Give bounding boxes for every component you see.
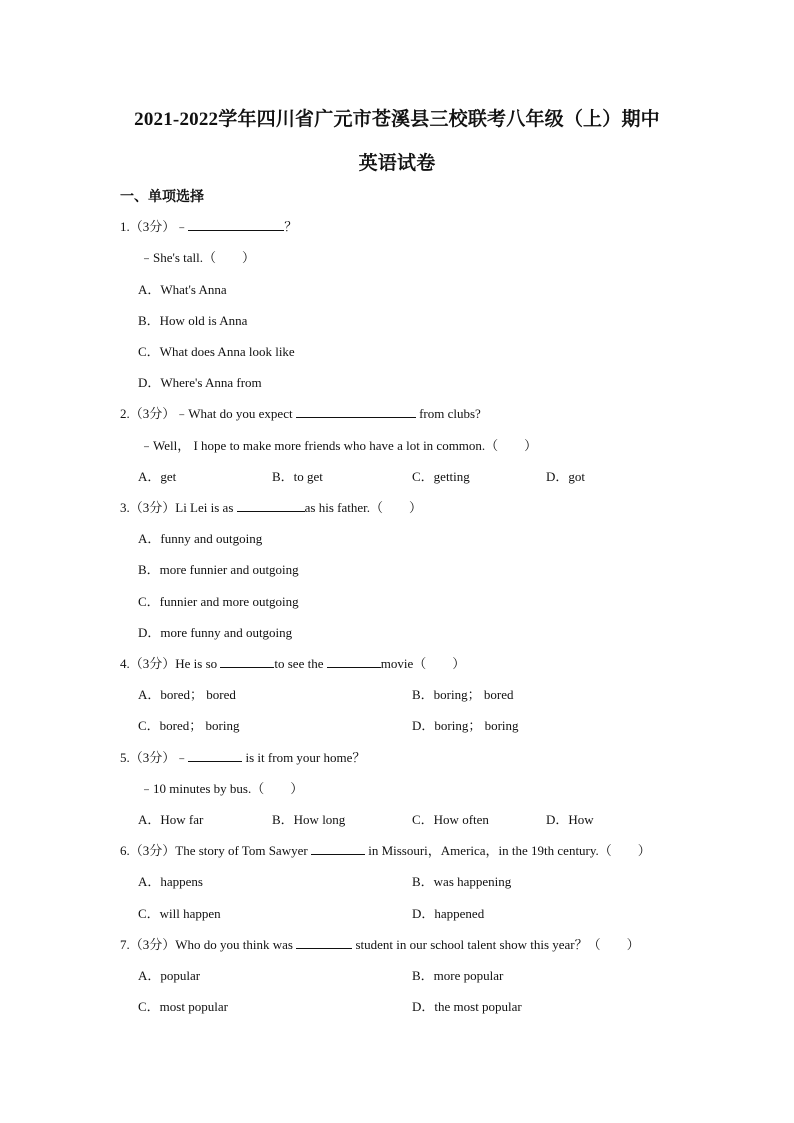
option-a: A．bored； bored [138,687,236,702]
option-d: D．happened [412,906,485,921]
option-b: B．boring； bored [412,687,514,702]
stem-text: as his father.（ ） [304,500,422,515]
option-a: A．What's Anna [138,282,227,297]
option-d: D．the most popular [412,999,522,1014]
option-c: C．What does Anna look like [138,344,295,359]
doc-title-line1: 2021-2022学年四川省广元市苍溪县三校联考八年级（上）期中 [134,109,660,130]
option-b: B．more popular [412,968,504,983]
question-2-stem [120,405,481,423]
question-1-stem [120,218,297,236]
option-c: C．funnier and more outgoing [138,594,299,609]
answer-blank [327,655,381,668]
doc-title-line2: 英语试卷 [358,153,436,174]
option-c: C．will happen [138,906,221,921]
option-d: D．Where's Anna from [138,375,262,390]
question-5-subline: ﹣10 minutes by bus.（ ） [140,781,304,796]
stem-text: ？ [284,219,298,234]
option-a: A．funny and outgoing [138,531,263,546]
stem-text: movie（ ） [380,656,466,671]
option-c: C．most popular [138,999,228,1014]
option-a: A．How far [138,812,204,827]
option-b: B．How old is Anna [138,313,248,328]
option-b: B．more funnier and outgoing [138,562,299,577]
option-d: D．boring； boring [412,718,519,733]
option-a: A．happens [138,874,203,889]
option-c: C．getting [412,469,470,484]
option-d: D．How [546,812,594,827]
answer-blank [296,936,352,949]
question-1-subline: ﹣She's tall.（ ） [140,250,256,265]
stem-text: 1.（3分）﹣ [120,219,189,234]
answer-blank [296,405,416,418]
stem-text: to see the [274,656,324,671]
answer-blank [188,749,242,762]
stem-text: 4.（3分）He is so [120,656,218,671]
option-a: A．popular [138,968,201,983]
stem-text: 7.（3分）Who do you think was [120,937,293,952]
question-6-stem [120,842,651,860]
stem-text: 6.（3分）The story of Tom Sawyer [120,843,308,858]
option-a: A．get [138,469,177,484]
question-4-stem [120,655,465,673]
option-b: B．How long [272,812,346,827]
option-d: D．got [546,469,586,484]
option-c: C．How often [412,812,489,827]
option-b: B．to get [272,469,323,484]
stem-text: is it from your home？ [245,750,366,765]
question-7-stem [120,936,640,954]
question-5-stem [120,749,365,767]
question-2-subline: ﹣Well， I hope to make more friends who have a lot in common.（ ） [140,438,538,453]
answer-blank [188,218,284,231]
answer-blank [220,655,274,668]
stem-text: 2.（3分）﹣What do you expect [120,406,293,421]
answer-blank [237,499,305,512]
stem-text: 5.（3分）﹣ [120,750,189,765]
stem-text: student in our school talent show this year？（ ） [355,937,640,952]
option-c: C．bored； boring [138,718,240,733]
section-heading: 一、单项选择 [120,190,204,205]
stem-text: in Missouri，America，in the 19th century.（ ） [368,843,651,858]
option-d: D．more funny and outgoing [138,625,293,640]
answer-blank [311,842,365,855]
option-b: B．was happening [412,874,512,889]
question-3-stem [120,499,422,517]
stem-text: from clubs? [419,406,481,421]
stem-text: 3.（3分）Li Lei is as [120,500,234,515]
